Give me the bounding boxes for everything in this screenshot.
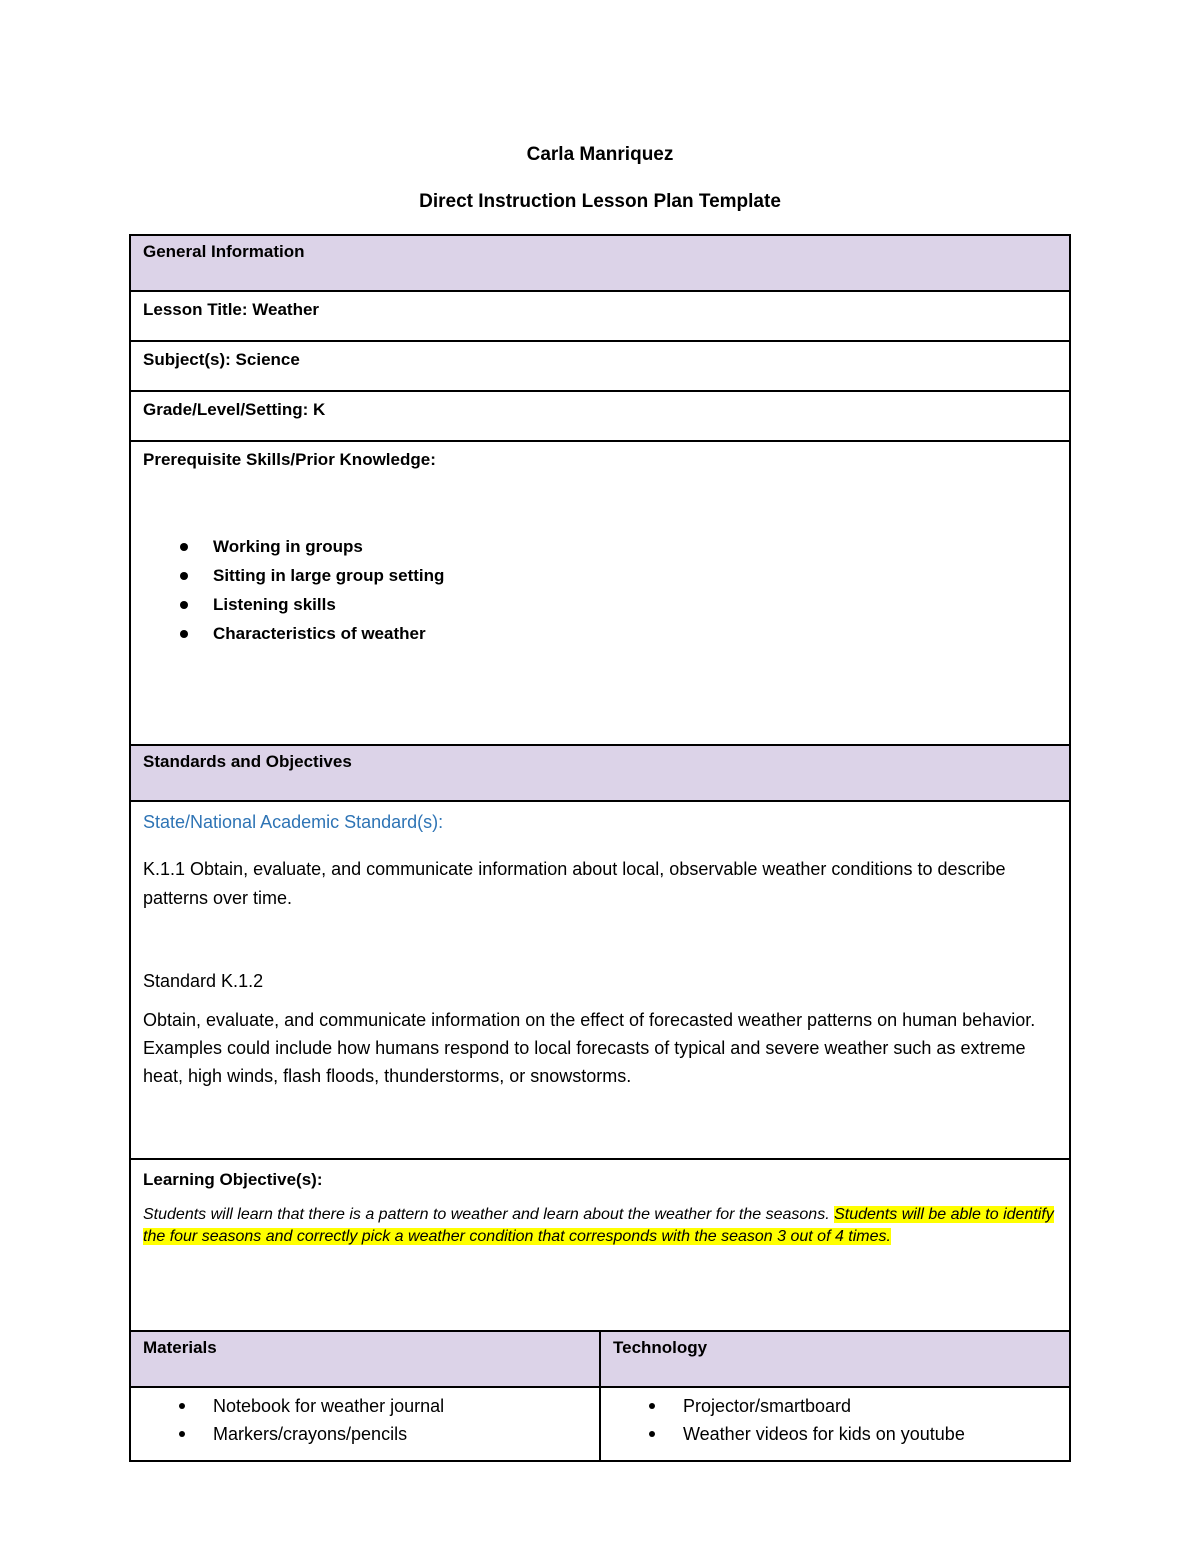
subjects-field: Subject(s): Science — [130, 341, 1070, 391]
list-item: Weather videos for kids on youtube — [683, 1420, 1057, 1448]
standard-k12-heading: Standard K.1.2 — [143, 971, 264, 991]
standard-k12-text: Obtain, evaluate, and communicate information on the effect of forecasted weather patterns on human behavior. Examples could include how humans respond to local forecasts of typical and severe weather such as extreme heat, high winds, flash floods, thunderstorms, or snowstorms. — [143, 1010, 1036, 1086]
list-item: Notebook for weather journal — [213, 1392, 587, 1420]
list-item: Markers/crayons/pencils — [213, 1420, 587, 1448]
learning-objective-section — [130, 1159, 1070, 1331]
list-item: Listening skills — [213, 590, 1057, 619]
lesson-plan-table — [129, 234, 1071, 1462]
materials-list-cell — [130, 1387, 600, 1461]
objective-sentence: Students will learn that there is a pattern to weather and learn about the weather for the seasons. — [143, 1206, 830, 1223]
learning-objective-text — [143, 1204, 1057, 1248]
technology-header: Technology — [600, 1331, 1070, 1387]
prerequisite-section — [130, 441, 1070, 745]
list-item: Characteristics of weather — [213, 619, 1057, 648]
standards-section — [130, 801, 1070, 1159]
document-title: Direct Instruction Lesson Plan Template — [419, 191, 781, 212]
standards-label: State/National Academic Standard(s): — [143, 812, 444, 832]
prerequisite-label: Prerequisite Skills/Prior Knowledge: — [143, 450, 436, 469]
standard-k11-text: K.1.1 Obtain, evaluate, and communicate information about local, observable weather conditions to describe patterns over time. — [143, 859, 1006, 908]
grade-level-field: Grade/Level/Setting: K — [130, 391, 1070, 441]
author-name: Carla Manriquez — [526, 144, 674, 165]
lesson-title-field: Lesson Title: Weather — [130, 291, 1070, 341]
list-item: Working in groups — [213, 532, 1057, 561]
list-item: Projector/smartboard — [683, 1392, 1057, 1420]
technology-list-cell — [600, 1387, 1070, 1461]
list-item: Sitting in large group setting — [213, 561, 1057, 590]
objective-highlighted-sentence: Students will be able to identify the four seasons and correctly pick a weather condition that corresponds with the season 3 out of 4 times. — [143, 1206, 1054, 1245]
materials-list — [143, 1392, 587, 1448]
general-information-header: General Information — [130, 235, 1070, 291]
materials-header: Materials — [130, 1331, 600, 1387]
prerequisite-list — [143, 532, 1057, 648]
standards-objectives-header: Standards and Objectives — [130, 745, 1070, 801]
technology-list — [613, 1392, 1057, 1448]
learning-objective-label: Learning Objective(s): — [143, 1170, 323, 1189]
